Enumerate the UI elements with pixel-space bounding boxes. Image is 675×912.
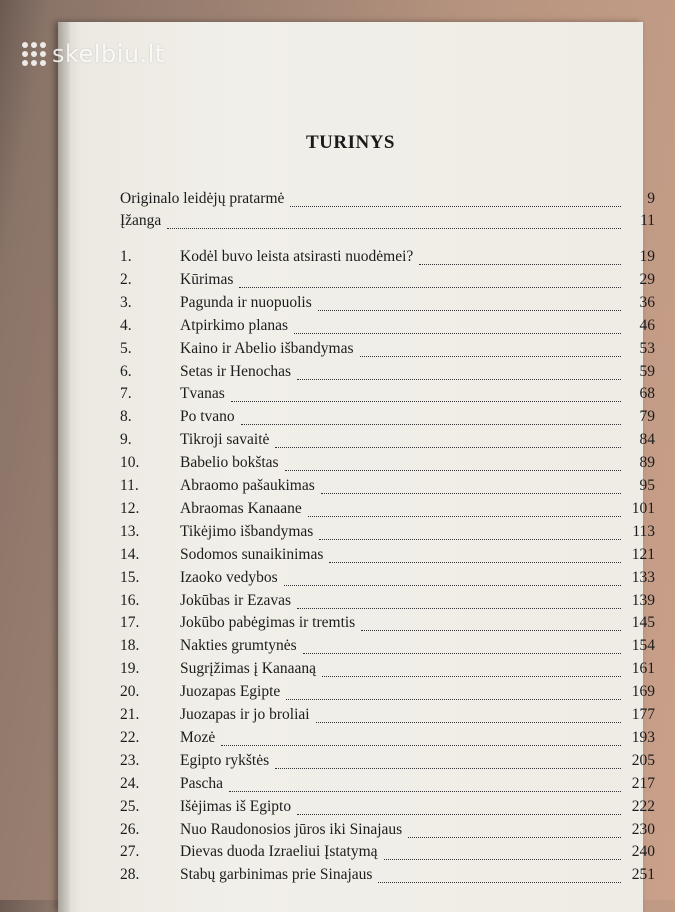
toc-entry-title: Juozapas ir jo broliai — [180, 706, 310, 723]
toc-entry — [120, 363, 655, 385]
toc-entry-title: Mozė — [180, 728, 216, 746]
toc-entry — [120, 190, 655, 212]
toc-leader-dots — [319, 539, 621, 540]
toc-entry-page: 9 — [647, 190, 655, 207]
toc-entry-page: 139 — [631, 591, 655, 609]
toc-entry — [120, 294, 655, 316]
toc-entry — [120, 683, 655, 705]
toc-entry-title: Tvanas — [180, 385, 225, 403]
toc-entry — [120, 523, 655, 545]
toc-entry-title: Juozapas Egipte — [180, 683, 281, 701]
toc-entry — [120, 843, 655, 865]
toc-entry-number: 23. — [120, 751, 140, 769]
toc-entry-title: Tikėjimo išbandymas — [180, 522, 314, 540]
toc-entry-title: Setas ir Henochas — [180, 362, 292, 380]
toc-entry-number: 3. — [120, 293, 132, 311]
toc-leader-dots — [241, 424, 621, 425]
toc-entry-page: 79 — [639, 408, 655, 426]
toc-entry-title: Sugrįžimas į Kanaaną — [180, 660, 317, 678]
toc-entry-page: 205 — [631, 751, 655, 769]
toc-entry — [120, 340, 655, 362]
toc-entry — [120, 431, 655, 453]
book-page — [58, 22, 655, 912]
toc-leader-dots — [239, 287, 621, 288]
toc-entry — [120, 385, 655, 407]
toc-entry-number: 11. — [120, 477, 139, 494]
toc-entry-title: Abraomo pašaukimas — [180, 477, 315, 494]
toc-entry-number: 5. — [120, 339, 132, 357]
toc-entry-number: 1. — [120, 248, 132, 265]
toc-entry-title: Stabų garbinimas prie Sinajaus — [180, 866, 373, 884]
toc-entry — [120, 592, 655, 614]
toc-entry — [120, 660, 655, 682]
toc-entry-number: 14. — [120, 545, 140, 563]
toc-entry — [120, 775, 655, 797]
toc-entry-page: 84 — [639, 431, 655, 449]
toc-entry-title: Izaoko vedybos — [180, 568, 278, 586]
toc-entry — [120, 614, 655, 636]
toc-entry-page: 121 — [631, 545, 655, 563]
toc-entry-number: 22. — [120, 728, 140, 746]
toc-leader-dots — [384, 859, 621, 860]
toc-entry-page: 95 — [639, 477, 655, 494]
toc-entry — [120, 729, 655, 751]
toc-entry — [120, 752, 655, 774]
toc-leader-dots — [221, 745, 621, 746]
toc-entry-number: 17. — [120, 614, 140, 632]
watermark-text: skelbiu.lt — [52, 40, 165, 68]
toc-leader-dots — [275, 768, 621, 769]
watermark-logo-icon — [22, 42, 46, 66]
watermark — [22, 40, 165, 68]
toc-entry — [120, 454, 655, 476]
toc-entry-number: 25. — [120, 797, 140, 815]
toc-entry-number: 26. — [120, 820, 140, 838]
toc-leader-dots — [297, 379, 621, 380]
toc-entry-title: Jokūbo pabėgimas ir tremtis — [180, 614, 356, 632]
toc-entry-page: 154 — [631, 637, 655, 655]
toc-entry-title: Egipto rykštės — [180, 751, 270, 769]
toc-entry — [120, 866, 655, 888]
toc-entry-number: 8. — [120, 408, 132, 426]
toc-entry-number: 27. — [120, 843, 140, 861]
toc-entry-title: Kodėl buvo leista atsirasti nuodėmei? — [180, 248, 414, 265]
toc-leader-dots — [361, 630, 621, 631]
toc-entry-number: 6. — [120, 362, 132, 380]
toc-entry — [120, 317, 655, 339]
toc-entry-title: Išėjimas iš Egipto — [180, 797, 292, 815]
toc-entry — [120, 408, 655, 430]
toc-entry-number: 10. — [120, 454, 140, 472]
toc-entry — [120, 821, 655, 843]
toc-entry-number: 20. — [120, 683, 140, 701]
toc-entry-title: Po tvano — [180, 408, 235, 426]
toc-leader-dots — [322, 676, 621, 677]
toc-entry-title: Pascha — [180, 774, 224, 792]
toc-leader-dots — [408, 837, 621, 838]
toc-entry-page: 177 — [631, 706, 655, 723]
toc-entry-number: 21. — [120, 706, 140, 723]
toc-entry-page: 222 — [631, 797, 655, 815]
toc-leader-dots — [419, 264, 621, 265]
toc-entry-page: 145 — [631, 614, 655, 632]
toc-entry-title: Kaino ir Abelio išbandymas — [180, 339, 354, 357]
toc-leader-dots — [167, 228, 621, 229]
toc-entry-page: 46 — [639, 316, 655, 334]
toc-entry-title: Įžanga — [120, 212, 162, 229]
toc-entry-page: 11 — [640, 212, 655, 229]
toc-leader-dots — [318, 310, 621, 311]
toc-leader-dots — [231, 401, 621, 402]
toc-leader-dots — [378, 882, 621, 883]
toc-entry — [120, 569, 655, 591]
toc-entry — [120, 798, 655, 820]
toc-entry-number: 24. — [120, 774, 140, 792]
toc-entry-title: Nakties grumtynės — [180, 637, 297, 655]
toc-entry-number: 15. — [120, 568, 140, 586]
toc-entry — [120, 248, 655, 270]
toc-entry-number: 12. — [120, 499, 140, 517]
toc-entry-title: Dievas duoda Izraeliui Įstatymą — [180, 843, 378, 861]
toc-entry-page: 161 — [631, 660, 655, 678]
toc-entry-page: 101 — [631, 499, 655, 517]
toc-entry-number: 18. — [120, 637, 140, 655]
toc-entry-title: Originalo leidėjų pratarmė — [120, 190, 285, 207]
toc-entry-number: 16. — [120, 591, 140, 609]
toc-entry-number: 4. — [120, 316, 132, 334]
toc-entry — [120, 706, 655, 728]
toc-entry-number: 9. — [120, 431, 132, 449]
toc-leader-dots — [316, 722, 621, 723]
toc-leader-dots — [294, 333, 621, 334]
toc-entry — [120, 271, 655, 293]
toc-entry-page: 59 — [639, 362, 655, 380]
toc-entry-title: Sodomos sunaikinimas — [180, 545, 324, 563]
toc-entry-page: 89 — [639, 454, 655, 472]
toc-leader-dots — [303, 653, 621, 654]
page-title: TURINYS — [305, 132, 396, 153]
toc-entry-page: 217 — [631, 774, 655, 792]
toc-leader-dots — [284, 585, 621, 586]
toc-entry — [120, 500, 655, 522]
toc-leader-dots — [360, 356, 622, 357]
toc-entry-number: 7. — [120, 385, 132, 403]
toc-leader-dots — [275, 447, 621, 448]
page-gutter — [58, 22, 70, 912]
toc-leader-dots — [286, 699, 621, 700]
toc-entry-page: 133 — [631, 568, 655, 586]
toc-entry — [120, 637, 655, 659]
toc-leader-dots — [290, 206, 621, 207]
toc-entry-title: Jokūbas ir Ezavas — [180, 591, 292, 609]
toc-entry-page: 53 — [639, 339, 655, 357]
toc-entry-page: 251 — [631, 866, 655, 884]
toc-leader-dots — [297, 814, 621, 815]
toc-entry-page: 193 — [631, 728, 655, 746]
toc-entry-title: Pagunda ir nuopuolis — [180, 293, 312, 311]
toc-entry-title: Nuo Raudonosios jūros iki Sinajaus — [180, 820, 403, 838]
toc-entry-title: Abraomas Kanaane — [180, 499, 302, 517]
toc-entry-number: 13. — [120, 522, 140, 540]
toc-entry-page: 36 — [639, 293, 655, 311]
toc-entry-number: 2. — [120, 270, 132, 288]
toc-entry-page: 169 — [631, 683, 655, 701]
toc-entry-title: Kūrimas — [180, 270, 234, 288]
toc-leader-dots — [297, 608, 621, 609]
toc-entry-page: 113 — [632, 522, 655, 540]
toc-entry-number: 19. — [120, 660, 140, 678]
toc-leader-dots — [229, 791, 621, 792]
toc-entry-title: Atpirkimo planas — [180, 316, 289, 334]
toc-entry — [120, 477, 655, 499]
toc-entry — [120, 212, 655, 234]
toc-entry-title: Babelio bokštas — [180, 454, 279, 472]
toc-entry-page: 68 — [639, 385, 655, 403]
toc-leader-dots — [329, 562, 621, 563]
toc-leader-dots — [308, 516, 621, 517]
toc-entry-page: 230 — [631, 820, 655, 838]
toc-entry-number: 28. — [120, 866, 140, 884]
toc-leader-dots — [321, 493, 621, 494]
toc-entry-page: 19 — [639, 248, 655, 265]
toc-entry-title: Tikroji savaitė — [180, 431, 270, 449]
toc-leader-dots — [285, 470, 621, 471]
toc-entry-page: 240 — [631, 843, 655, 861]
toc-entry — [120, 546, 655, 568]
toc-entry-page: 29 — [639, 270, 655, 288]
